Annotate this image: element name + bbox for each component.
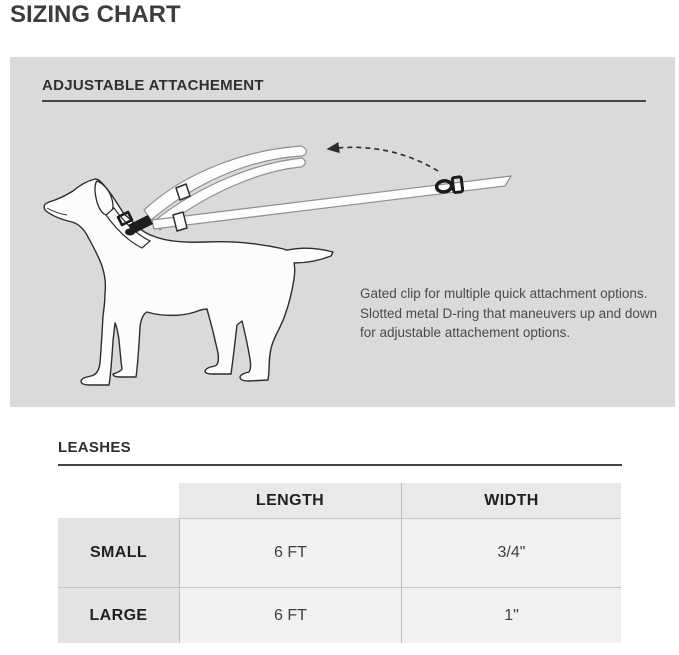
row-header-small: SMALL (58, 518, 179, 587)
dashed-arrow-icon (328, 147, 438, 171)
table-corner-cell (58, 483, 179, 518)
dog-leash-illustration-icon (10, 57, 675, 407)
cell-small-length: 6 FT (179, 518, 401, 587)
description-line: Gated clip for multiple quick attachment options. (360, 286, 648, 301)
leashes-heading-rule (58, 464, 622, 466)
attachment-panel (10, 57, 675, 407)
description-line: Slotted metal D-ring that maneuvers up and down (360, 305, 658, 321)
column-header-length: LENGTH (179, 483, 401, 518)
attachment-heading: ADJUSTABLE ATTACHEMENT (42, 77, 264, 94)
row-header-large: LARGE (58, 587, 179, 643)
cell-large-width: 1" (401, 587, 621, 643)
cell-large-length: 6 FT (179, 587, 401, 643)
leashes-heading: LEASHES (58, 439, 131, 456)
cell-small-width: 3/4" (401, 518, 621, 587)
attachment-description (360, 284, 660, 343)
column-header-width: WIDTH (401, 483, 621, 518)
leashes-size-table (58, 483, 621, 643)
description-line: for adjustable attachement options. (360, 325, 571, 340)
page-title: SIZING CHART (10, 1, 181, 28)
